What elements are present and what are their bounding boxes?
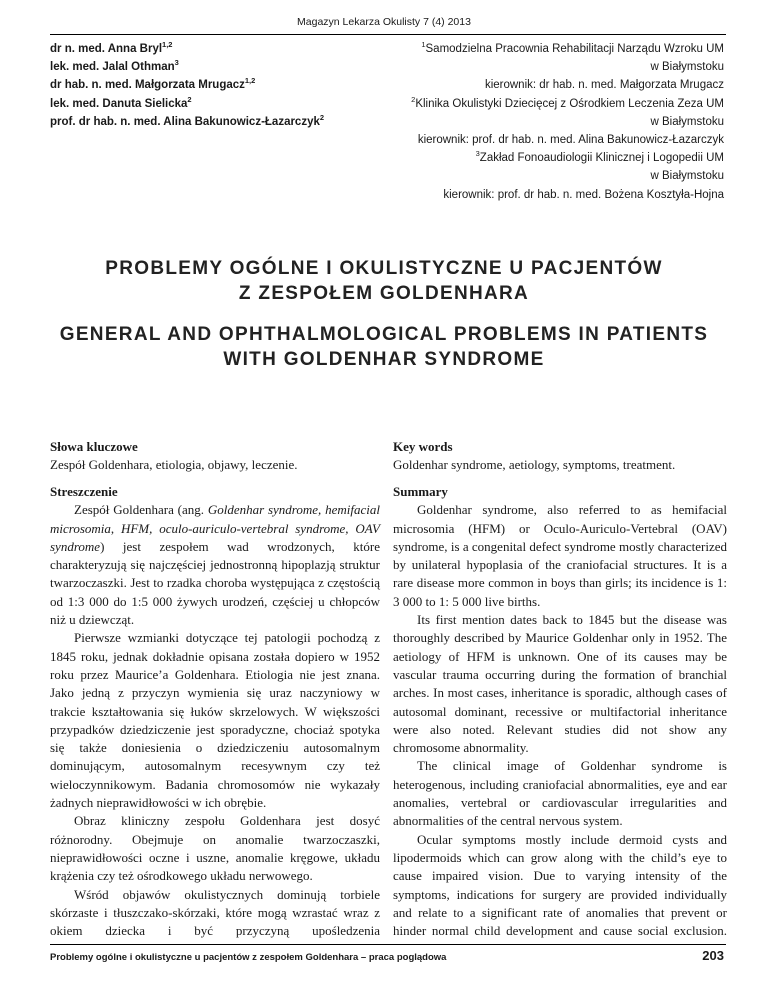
affiliation-list — [411, 40, 724, 204]
affiliation-line: $^3$Zakład Fonoaudiologii Klinicznej i Logopedii UM — [475, 149, 724, 165]
keywords-english — [393, 438, 727, 475]
abstract-polish — [50, 483, 380, 940]
abstract-paragraph: Obraz kliniczny zespołu Goldenhara jest dosyć różnorodny. Obejmuje on anomalie twarzoczaszki, nieprawidłowości oczne i uszne, anomalie kręgowe, układu krążenia czy też ośrodkowego układu nerwowego. — [50, 813, 380, 884]
abstract-paragraph: Goldenhar syndrome, also referred to as hemifacial microsomia (HFM) or Oculo-Auriculo-Vertebral (OAV) syndrome, is a congenital defect syndrome mostly characterized by unilateral hypoplasia of the craniofacial structures. It is a rare disease more common in boys than girls; its incidence is 1: 3 000 to 1: 5 000 live births. — [393, 502, 727, 609]
footer-rule — [50, 944, 726, 945]
abstract-heading: Summary — [393, 484, 448, 499]
abstract-paragraph: Wśród objawów okulistycznych dominują torbiele skórzaste i tłuszczako-skórzaki, które mogą wzrastać wraz z okiem dziecka i być przyczyną upośledzenia — [50, 886, 380, 939]
abstract-heading: Streszczenie — [50, 484, 118, 499]
abstract-paragraph: Ocular symptoms mostly include dermoid cysts and lipodermoids which can grow along with the child’s eye to cause impaired vision. Due to varying intensity of the symptoms, indications for surgery are provided individually and relate to a significant rate of anomalies that prevent or hinder normal child development and cause social exclusion. — [393, 831, 727, 939]
abstract-paragraph: Zespół Goldenhara (ang. Goldenhar syndrome, hemifacial microsomia, HFM, oculo-auriculo-vertebral syndrome, OAV syndrome) jest zespołem wad wrodzonych, które charakteryzują się najczęściej jednostronną hipoplazją struktur twarzoczaszki. Jest to rzadka choroba występująca z częstością od 1:3 000 do 1:5 000 żywych urodzeń, częściej u chłopców niż u dziewcząt. — [50, 502, 380, 628]
keywords-text: Zespół Goldenhara, etiologia, objawy, leczenie. — [50, 457, 298, 473]
affiliation-line: $^2$Klinika Okulistyki Dziecięcej z Ośrodkiem Leczenia Zeza UM — [411, 94, 724, 110]
affiliation-line: kierownik: dr hab. n. med. Małgorzata Mrugacz — [484, 79, 724, 92]
affiliation-line: kierownik: prof. dr hab. n. med. Alina Bakunowicz-Łazarczyk — [417, 134, 724, 147]
author-list — [50, 40, 324, 131]
keywords-heading: Key words — [393, 439, 453, 454]
author: lek. med. Jalal Othman$^3$ — [50, 58, 179, 74]
affiliation-line: w Białymstoku — [650, 115, 724, 128]
keywords-text: Goldenhar syndrome, aetiology, symptoms, treatment. — [393, 457, 676, 473]
abstract-paragraph: Pierwsze wzmianki dotyczące tej patologii pochodzą z 1845 roku, jednak dokładnie opisana została dopiero w 1952 roku przez Maurice’a Goldenhara. Etiologia nie jest znana. Jako jedną z przyczyn wymienia się uraz naczyniowy w trakcie kształtowania się łuków skrzelowych. W większości przypadków dziedziczenie jest sporadyczne, chociaż spotyka się także doniesienia o dziedziczeniu autosomalnym dominującym, autosomalnym recesywnym czy też wieloczynnikowym. Badania chromosomów nie wykazały żadnych nieprawidłowości w ich obrębie. — [50, 630, 380, 811]
author: lek. med. Danuta Sielicka$^2$ — [50, 94, 192, 110]
affiliation-line: w Białymstoku — [650, 170, 724, 183]
keywords-heading: Słowa kluczowe — [50, 439, 138, 454]
header-rule — [50, 34, 726, 35]
author: prof. dr hab. n. med. Alina Bakunowicz-Łazarczyk$^2$ — [50, 112, 325, 128]
author: dr n. med. Anna Bryl$^{1,2}$ — [50, 40, 173, 55]
title-english: GENERAL AND OPHTHALMOLOGICAL PROBLEMS IN PATIENTS WITH GOLDENHAR SYNDROME — [59, 324, 709, 370]
title-polish: PROBLEMY OGÓLNE I OKULISTYCZNE U PACJENTÓW Z ZESPOŁEM GOLDENHARA — [105, 258, 663, 304]
author: dr hab. n. med. Małgorzata Mrugacz$^{1,2}$ — [50, 76, 256, 92]
running-title: Problemy ogólne i okulistyczne u pacjentów z zespołem Goldenhara – praca poglądowa — [50, 952, 447, 963]
abstract-english — [393, 483, 727, 940]
affiliation-line: $^1$Samodzielna Pracownia Rehabilitacji Narządu Wzroku UM — [421, 40, 724, 55]
affiliation-line: kierownik: prof. dr hab. n. med. Bożena Kosztyła-Hojna — [443, 188, 724, 201]
affiliation-line: w Białymstoku — [650, 61, 724, 74]
abstract-paragraph: Its first mention dates back to 1845 but the disease was thoroughly described by Maurice Goldenhar only in 1952. The aetiology of HFM is unknown. One of its causes may be vascular trauma occurring during the formation of branchial arches. In most cases, inheritance is sporadic, although cases of autosomal dominant, recessive or multifactorial inheritance were also noted. Relevant studies did not show any chromosome abnormality. — [393, 612, 727, 756]
page-number: 203 — [702, 948, 724, 963]
abstract-paragraph: The clinical image of Goldenhar syndrome is heterogenous, including craniofacial abnormalities, eye and ear anomalies, vertebral or cardiovascular irregularities and abnormalities of the central nervous system. — [393, 758, 727, 829]
journal-header: Magazyn Lekarza Okulisty 7 (4) 2013 — [297, 16, 471, 28]
keywords-polish — [50, 438, 380, 475]
